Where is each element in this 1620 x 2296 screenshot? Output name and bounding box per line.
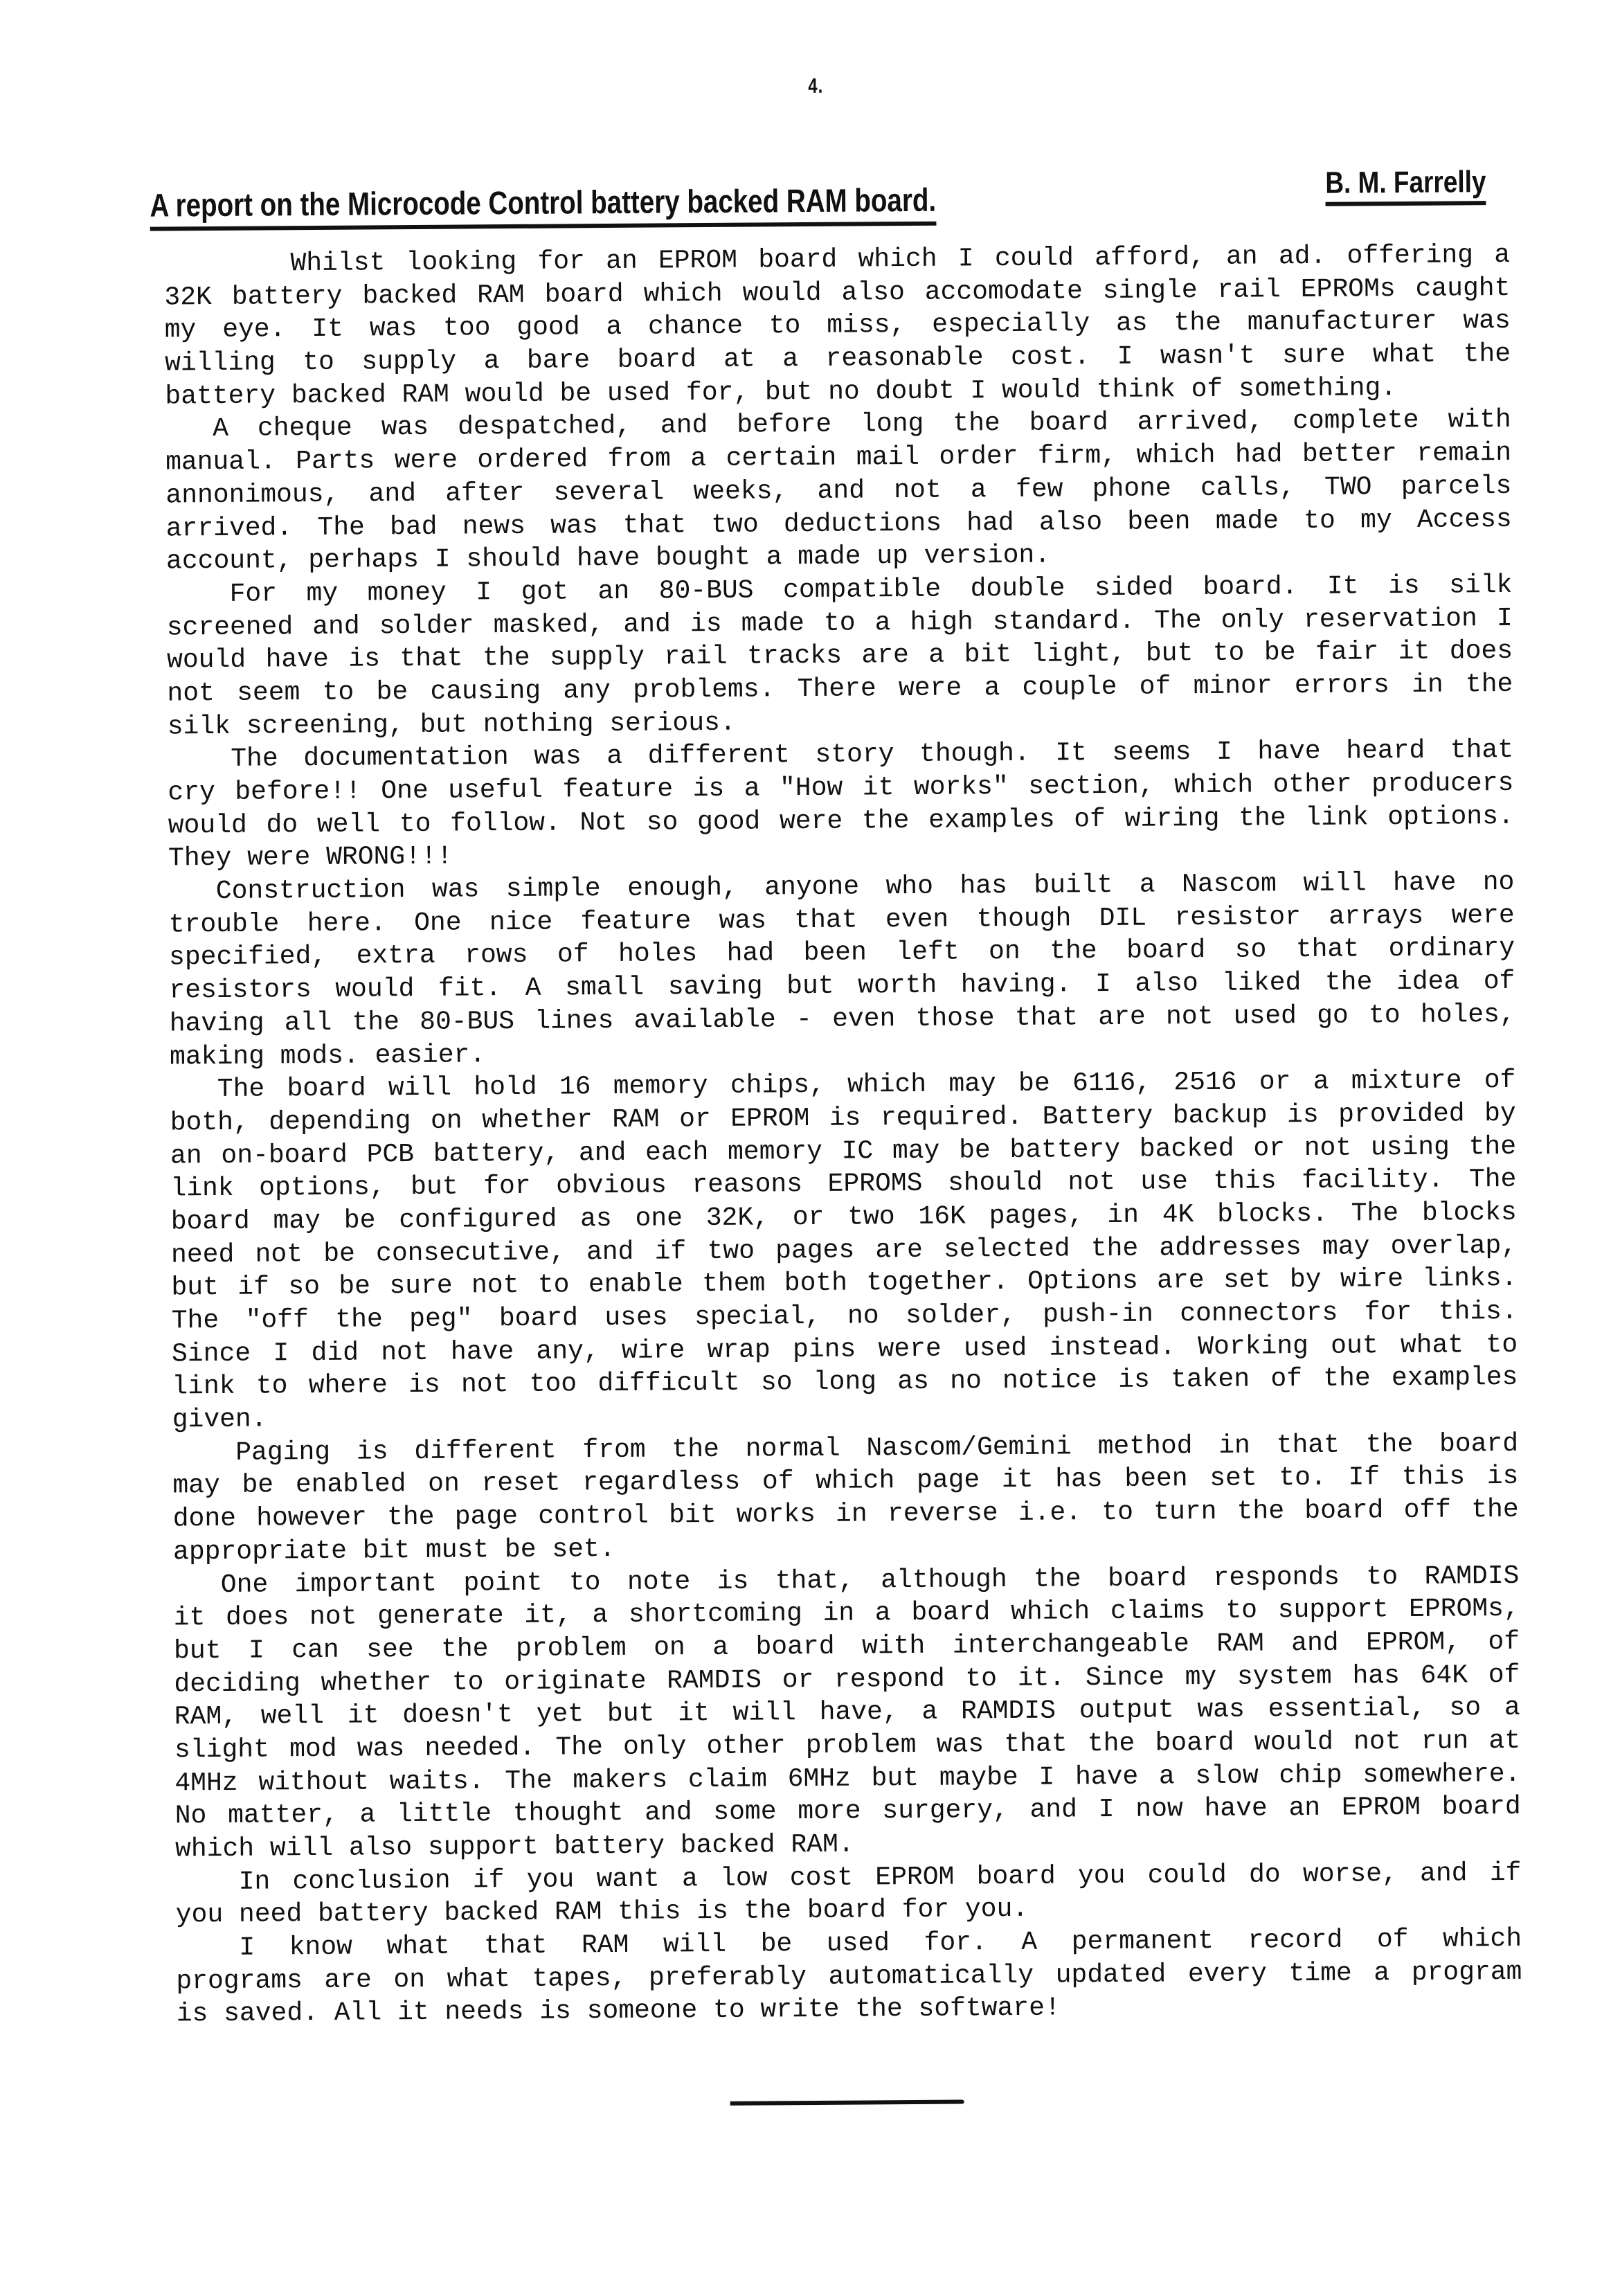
text-line: programs are on what tapes, preferably automatically updated every time a program bbox=[176, 1957, 1522, 1997]
text-line: The "off the peg" board uses special, no solder, push-in connectors for this. bbox=[171, 1296, 1518, 1336]
text-line: would have is that the supply rail tracks are a bit light, but to be fair it does bbox=[166, 636, 1513, 676]
text-line: account, perhaps I should have bought a made up version. bbox=[165, 540, 1051, 577]
paragraph bbox=[175, 1857, 1522, 1932]
text-line: manual. Parts were ordered from a certain mail order firm, which had better remain bbox=[165, 438, 1512, 478]
text-line: link options, but for obvious reasons EPROMS should not use this facility. The bbox=[170, 1165, 1517, 1204]
text-line: done however the page control bit works in reverse i.e. to turn the board off the bbox=[172, 1494, 1519, 1534]
paragraph bbox=[176, 1923, 1522, 2032]
paragraph bbox=[168, 866, 1515, 1074]
text-line: deciding whether to originate RAMDIS or respond to it. Since my system has 64K of bbox=[174, 1660, 1520, 1699]
text-line: battery backed RAM would be used for, but no doubt I would think of something. bbox=[165, 373, 1397, 412]
text-line: making mods. easier. bbox=[169, 1039, 486, 1072]
text-line: arrived. The bad news was that two deductions had also been made to my Access bbox=[165, 504, 1512, 544]
text-line: is saved. All it needs is someone to write the software! bbox=[176, 1993, 1061, 2029]
text-line: which will also support battery backed RAM. bbox=[174, 1829, 854, 1865]
text-line: given. bbox=[172, 1404, 267, 1435]
text-line: appropriate bit must be set. bbox=[172, 1534, 615, 1568]
text-line: specified, extra rows of holes had been left on the board so that ordinary bbox=[168, 933, 1515, 973]
text-line: Since I did not have any, wire wrap pins were used instead. Working out what to bbox=[171, 1329, 1518, 1370]
paragraph bbox=[168, 734, 1514, 875]
text-line: would do well to follow. Not so good were the examples of wiring the link options. bbox=[168, 801, 1514, 841]
paragraph bbox=[170, 1064, 1518, 1437]
text-line: 32K battery backed RAM board which would also accomodate single rail EPROMs caught bbox=[164, 273, 1511, 313]
text-line: an on-board PCB battery, and each memory IC may be battery backed or not using the bbox=[170, 1131, 1517, 1172]
article-author: B. M. Farrelly bbox=[1325, 165, 1486, 206]
text-line: No matter, a little thought and some more surgery, and I now have an EPROM board bbox=[174, 1792, 1521, 1831]
text-line: For my money I got an 80-BUS compatible double sided board. It is silk bbox=[229, 570, 1513, 609]
text-line: annonimous, and after several weeks, and not a few phone calls, TWO parcels bbox=[165, 471, 1512, 511]
text-line: I know what that RAM will be used for. A permanent record of which bbox=[239, 1923, 1522, 1963]
paragraph bbox=[166, 569, 1513, 744]
text-line: slight mod was needed. The only other problem was that the board would not run at bbox=[174, 1725, 1521, 1766]
text-line: The board will hold 16 memory chips, which may be 6116, 2516 or a mixture of bbox=[217, 1066, 1516, 1105]
paragraph bbox=[172, 1428, 1519, 1569]
text-line: The documentation was a different story though. It seems I have heard that bbox=[231, 735, 1514, 775]
text-line: not seem to be causing any problems. There were a couple of minor errors in the bbox=[167, 669, 1513, 709]
end-of-article-divider bbox=[730, 2099, 964, 2105]
text-line: need not be consecutive, and if two pages are selected the addresses may overlap, bbox=[170, 1230, 1518, 1271]
text-line: it does not generate it, a shortcoming in a board which claims to support EPROMs, bbox=[173, 1594, 1520, 1633]
text-line: A cheque was despatched, and before long the board arrived, complete with bbox=[213, 405, 1511, 445]
text-line: but I can see the problem on a board with interchangeable RAM and EPROM, of bbox=[173, 1626, 1520, 1667]
text-line: having all the 80-BUS lines available - even those that are not used go to holes, bbox=[169, 999, 1515, 1039]
text-line: but if so be sure not to enable them both together. Options are set by wire links. bbox=[171, 1264, 1518, 1303]
paragraph bbox=[173, 1559, 1521, 1866]
article-title: A report on the Microcode Control battery backed RAM board. bbox=[150, 181, 936, 231]
text-line: my eye. It was too good a chance to miss, especially as the manufacturer was bbox=[164, 306, 1511, 346]
text-line: you need battery backed RAM this is the board for you. bbox=[175, 1894, 1029, 1930]
text-line: In conclusion if you want a low cost EPROM board you could do worse, and if bbox=[238, 1858, 1522, 1897]
text-line: trouble here. One nice feature was that even though DIL resistor arrays were bbox=[168, 900, 1515, 940]
text-line: willing to supply a bare board at a reasonable cost. I wasn't sure what the bbox=[164, 339, 1511, 379]
text-line: Paging is different from the normal Nascom/Gemini method in that the board bbox=[235, 1428, 1519, 1468]
paragraph bbox=[164, 239, 1511, 413]
text-line: 4MHz without waits. The makers claim 6MHz but maybe I have a slow chip somewhere. bbox=[174, 1759, 1521, 1799]
article-body bbox=[164, 239, 1522, 2032]
text-line: silk screening, but nothing serious. bbox=[167, 708, 736, 742]
text-line: RAM, well it doesn't yet but it will have, a RAMDIS output was essential, so a bbox=[174, 1693, 1520, 1732]
paragraph bbox=[165, 404, 1513, 578]
page-number: 4. bbox=[808, 74, 824, 98]
text-line: may be enabled on reset regardless of which page it has been set to. If this is bbox=[172, 1462, 1519, 1501]
text-line: both, depending on whether RAM or EPROM is required. Battery backup is provided by bbox=[170, 1098, 1516, 1138]
text-line: resistors would fit. A small saving but worth having. I also liked the idea of bbox=[169, 967, 1515, 1006]
text-line: Whilst looking for an EPROM board which I could afford, an ad. offering a bbox=[290, 240, 1511, 279]
text-line: cry before!! One useful feature is a "How it works" section, which other producers bbox=[168, 768, 1514, 808]
text-line: They were WRONG!!! bbox=[168, 841, 453, 874]
text-line: board may be configured as one 32K, or two 16K pages, in 4K blocks. The blocks bbox=[170, 1197, 1517, 1237]
text-line: Construction was simple enough, anyone who has built a Nascom will have no bbox=[215, 867, 1515, 907]
text-line: screened and solder masked, and is made to a high standard. The only reservation I bbox=[166, 603, 1513, 643]
text-line: One important point to note is that, although the board responds to RAMDIS bbox=[220, 1561, 1520, 1600]
text-line: link to where is not too difficult so long as no notice is taken of the examples bbox=[172, 1363, 1518, 1402]
